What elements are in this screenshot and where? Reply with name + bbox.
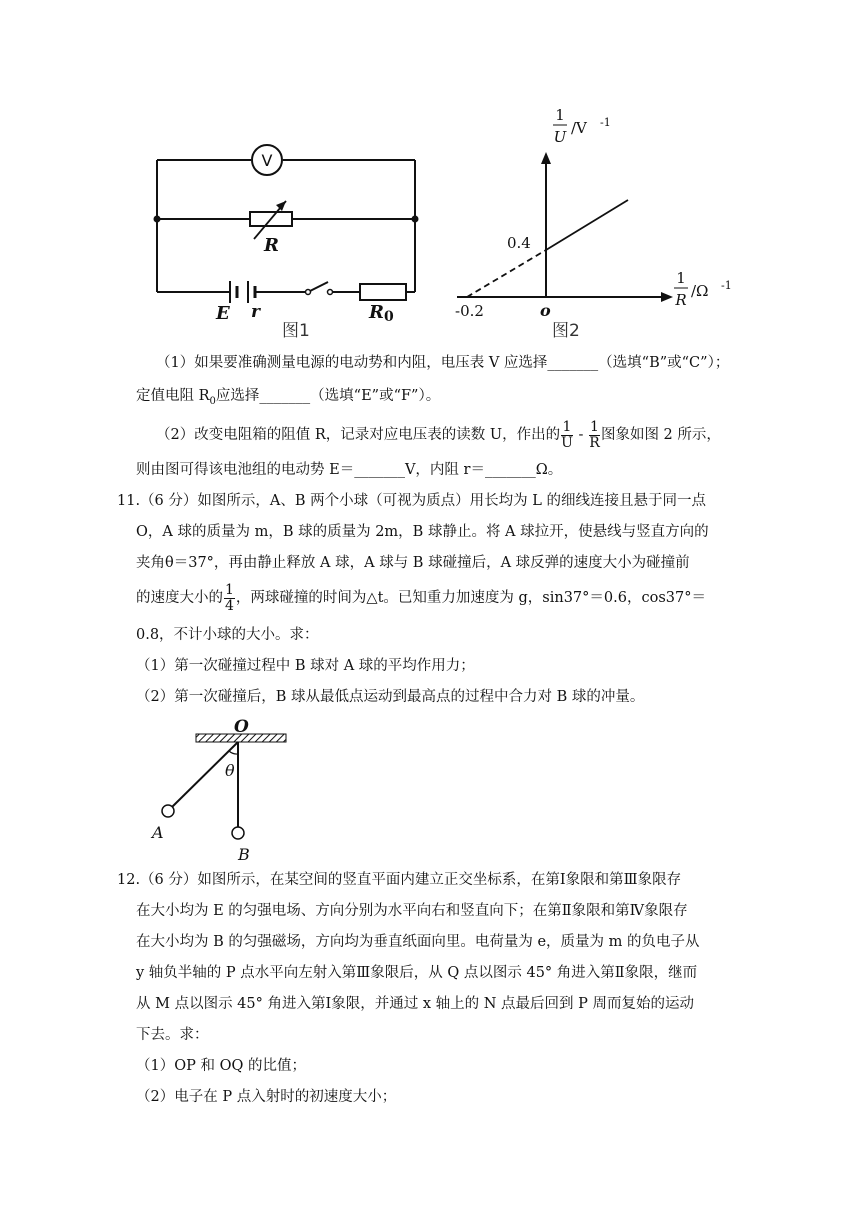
q11-line2: O，A 球的质量为 m，B 球的质量为 2m，B 球静止。将 A 球拉开，使悬线与竖直方向的	[136, 524, 709, 540]
q10-part1-line2: 定值电阻 $R_0$应选择_______（选填“E”或“F”）。	[136, 388, 441, 407]
ball-b-label: B	[238, 845, 250, 864]
graph-1-over-u-vs-1-over-r	[445, 100, 745, 345]
junction-dot	[412, 216, 419, 223]
svg-text:/V: /V	[571, 119, 587, 137]
q10-part1-line1: （1）如果要准确测量电源的电动势和内阻，电压表 V 应选择_______（选填“B”或“C”）；	[156, 355, 730, 371]
q11-line7: （2）第一次碰撞后，B 球从最低点运动到最高点的过程中合力对 B 球的冲量。	[136, 689, 645, 705]
q12-line2: 在大小均为 E 的匀强电场、方向分别为水平向右和竖直向下；在第Ⅱ象限和第Ⅳ象限存	[136, 903, 688, 919]
q12-line7: （1）OP 和 OQ 的比值；	[136, 1058, 306, 1074]
q11-line6: （1）第一次碰撞过程中 B 球对 A 球的平均作用力；	[136, 658, 475, 674]
q12-line4: y 轴负半轴的 P 点水平向左射入第Ⅲ象限后，从 Q 点以图示 45° 角进入第Ⅱ象限，继而	[136, 965, 698, 981]
q12-line1: 12.（6 分）如图所示，在某空间的竖直平面内建立正交坐标系，在第Ⅰ象限和第Ⅲ象限存	[117, 872, 682, 888]
q11-line3: 夹角θ＝37°，再由静止释放 A 球，A 球与 B 球碰撞后，A 球反弹的速度大小为碰撞前	[136, 555, 690, 571]
x-axis-label	[674, 269, 732, 309]
ball-a	[162, 805, 174, 817]
svg-text:U: U	[553, 128, 567, 146]
y-axis-label	[553, 106, 611, 146]
data-line-solid	[546, 200, 628, 250]
q12-line6: 下去。求：	[136, 1027, 209, 1043]
internal-resistance-label: r	[251, 302, 260, 322]
ball-b	[232, 827, 244, 839]
resistor-r0-label: R0	[369, 302, 394, 325]
x-intercept-label: -0.2	[455, 302, 484, 320]
q11-line4: 的速度大小的 $\frac{1}{4}$ ，两球碰撞的时间为△t。已知重力加速度为 g，sin37°＝0.6，cos37°＝	[136, 581, 706, 614]
q12-line8: （2）电子在 P 点入射时的初速度大小；	[136, 1089, 397, 1105]
q12-line3: 在大小均为 B 的匀强磁场，方向均为垂直纸面向里。电荷量为 e，质量为 m 的负电子从	[136, 934, 700, 950]
fraction-1-over-4: $\frac{1}{4}$	[225, 581, 234, 614]
figure2-caption: 图2	[552, 321, 580, 341]
q11-line5: 0.8，不计小球的大小。求：	[136, 627, 319, 643]
q11-line1: 11.（6 分）如图所示，A、B 两个小球（可视为质点）用长均为 L 的细线连接且悬于同一点	[117, 493, 706, 509]
svg-text:R: R	[675, 291, 687, 309]
resistor-r0-symbol	[360, 284, 406, 300]
y-intercept-label: 0.4	[507, 234, 531, 252]
q10-part2-line2: 则由图可得该电池组的电动势 E＝_______V，内阻 r＝_______Ω。	[136, 462, 563, 478]
svg-text:/Ω: /Ω	[691, 282, 709, 300]
pivot-label: O	[234, 717, 249, 737]
q10-part2-line1: （2）改变电阻箱的阻值 R，记录对应电压表的读数 U，作出的 $\frac{1}{U}$ - $\frac{1}{R}$ 图象如图 2 所示，	[156, 418, 721, 451]
svg-text:-1: -1	[600, 116, 611, 129]
svg-text:1: 1	[676, 269, 686, 287]
figure1-caption: 图1	[282, 321, 310, 341]
junction-dot	[154, 216, 161, 223]
voltmeter-label: V	[261, 151, 273, 170]
pendulum-diagram	[150, 712, 300, 864]
ball-a-label: A	[152, 823, 164, 842]
emf-label: E	[216, 303, 230, 324]
svg-text:-1: -1	[721, 279, 732, 292]
svg-text:1: 1	[555, 106, 565, 124]
angle-theta-label: θ	[225, 761, 235, 780]
fraction-1-over-u: $\frac{1}{U}$	[561, 418, 573, 451]
fraction-1-over-r: $\frac{1}{R}$	[589, 418, 600, 451]
circuit-diagram	[140, 135, 440, 345]
q12-line5: 从 M 点以图示 45° 角进入第Ⅰ象限，并通过 x 轴上的 N 点最后回到 P 周而复始的运动	[136, 996, 694, 1012]
origin-label: o	[540, 301, 551, 320]
rheostat-label: R	[264, 235, 279, 256]
data-line-dashed	[467, 250, 546, 297]
